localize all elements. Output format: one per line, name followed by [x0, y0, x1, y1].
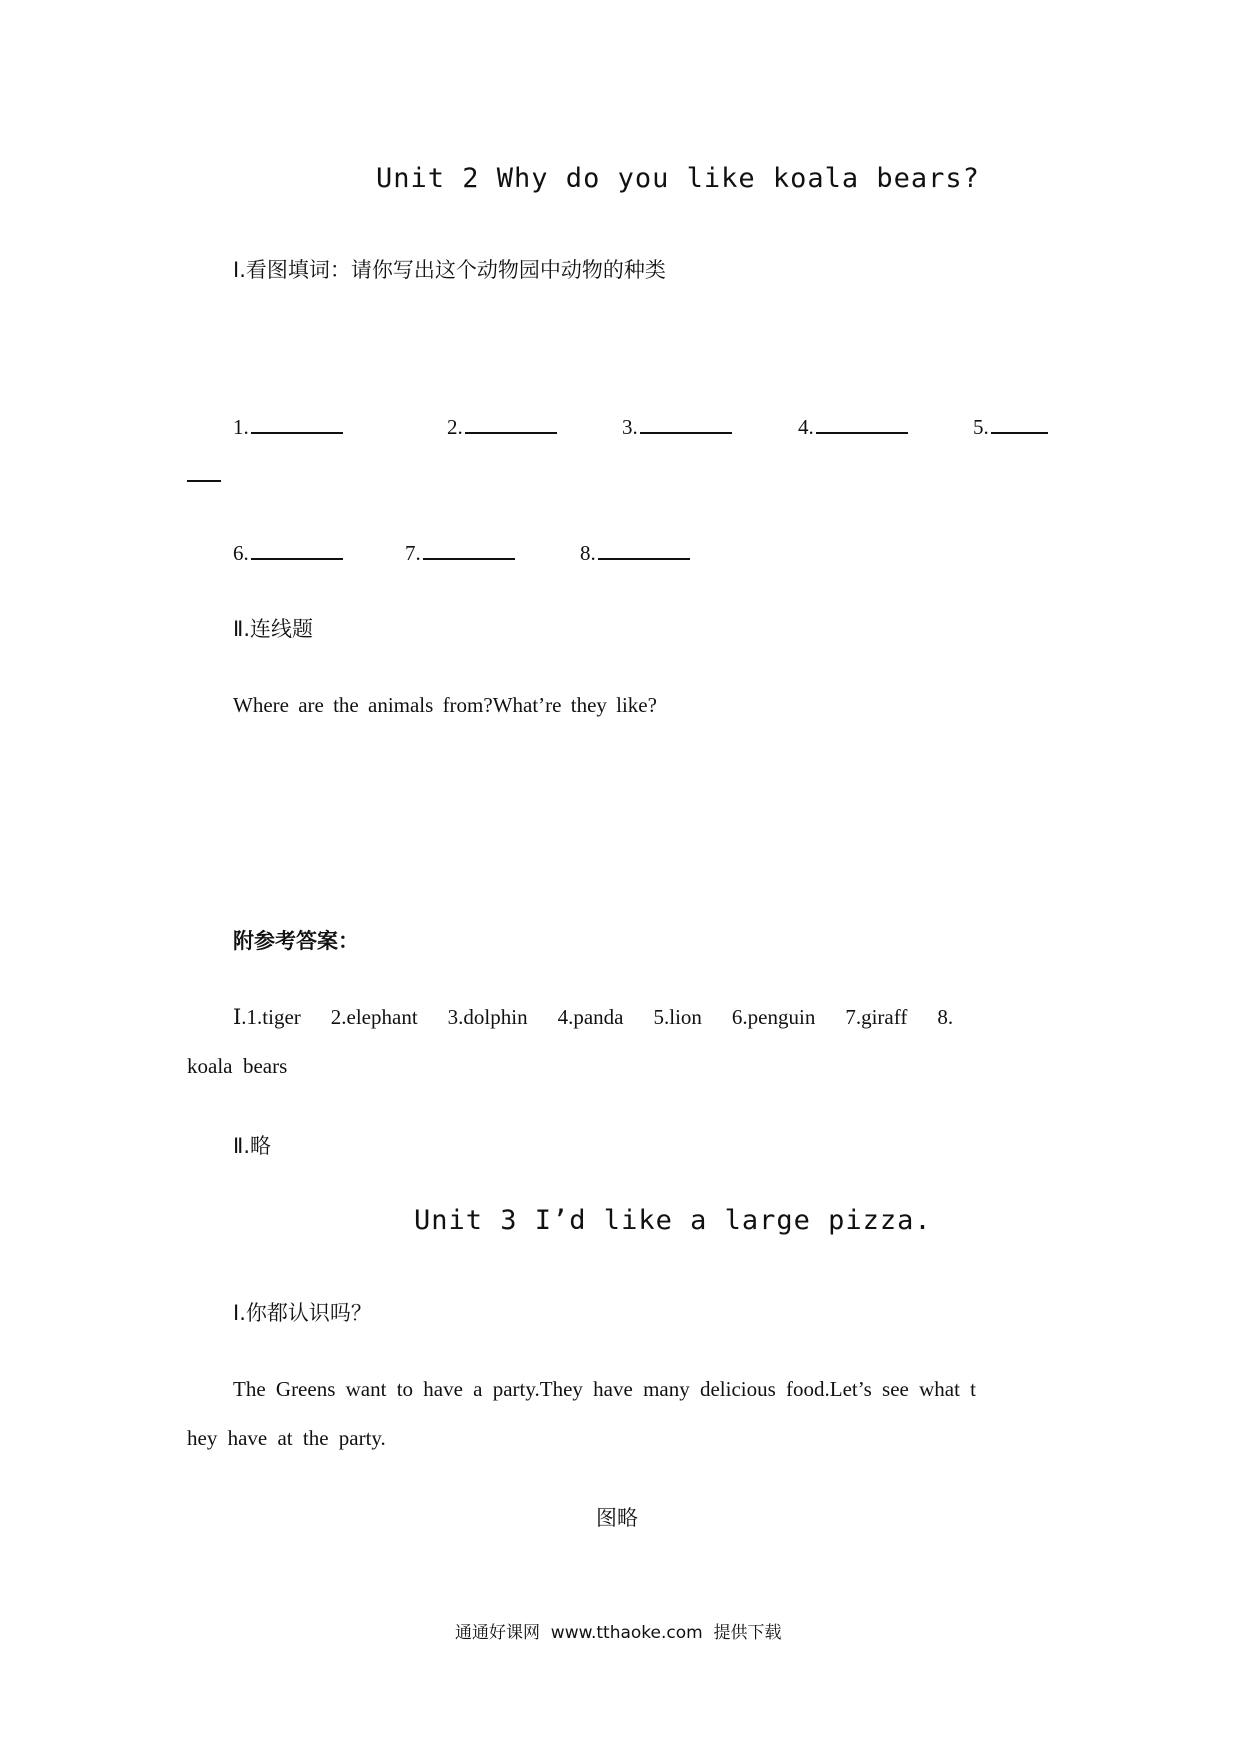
figure-note: 图略: [596, 1506, 638, 1530]
answers-line1: [233, 1005, 953, 1030]
unit3-paragraph-line2: hey have at the party.: [187, 1426, 386, 1450]
blank-5-continuation: [187, 480, 221, 482]
unit2-section2-question: Where are the animals from?What’re they like?: [233, 693, 657, 717]
blank-item-2: 2.: [447, 410, 557, 440]
blank-item-1: 1.: [233, 410, 343, 440]
answer-item: 4.panda: [557, 1005, 624, 1029]
unit3-section1-heading: Ⅰ.你都认识吗？: [233, 1301, 372, 1325]
answers-line2: koala bears: [187, 1054, 288, 1078]
answers-section2: Ⅱ.略: [233, 1134, 272, 1158]
unit2-section2-heading: Ⅱ.连线题: [233, 617, 314, 641]
blank-item-5: 5.: [973, 410, 1048, 440]
blank-item-3: 3.: [622, 410, 732, 440]
unit2-title: Unit 2 Why do you like koala bears?: [376, 163, 980, 194]
unit2-section1-heading: Ⅰ.看图填词：请你写出这个动物园中动物的种类: [233, 258, 666, 282]
page-footer: 通通好课网 www.tthaoke.com 提供下载: [455, 1623, 782, 1643]
answer-item: 2.elephant: [330, 1005, 418, 1029]
unit3-title: Unit 3 I’d like a large pizza.: [414, 1205, 932, 1236]
answer-item: 5.lion: [653, 1005, 702, 1029]
unit3-paragraph-line1: The Greens want to have a party.They have many delicious food.Let’s see what t: [233, 1377, 976, 1401]
blank-item-4: 4.: [798, 410, 908, 440]
answer-item: 6.penguin: [731, 1005, 816, 1029]
blank-item-6: 6.: [233, 536, 343, 566]
answers-prefix: Ⅰ.: [233, 1005, 247, 1029]
blank-item-7: 7.: [405, 536, 515, 566]
answer-item: 8.: [937, 1005, 954, 1029]
answer-item: 7.giraff: [845, 1005, 908, 1029]
answer-item: 1.tiger: [246, 1005, 301, 1029]
answer-item: 3.dolphin: [447, 1005, 528, 1029]
blank-item-8: 8.: [580, 536, 690, 566]
answers-heading: 附参考答案：: [233, 929, 359, 953]
